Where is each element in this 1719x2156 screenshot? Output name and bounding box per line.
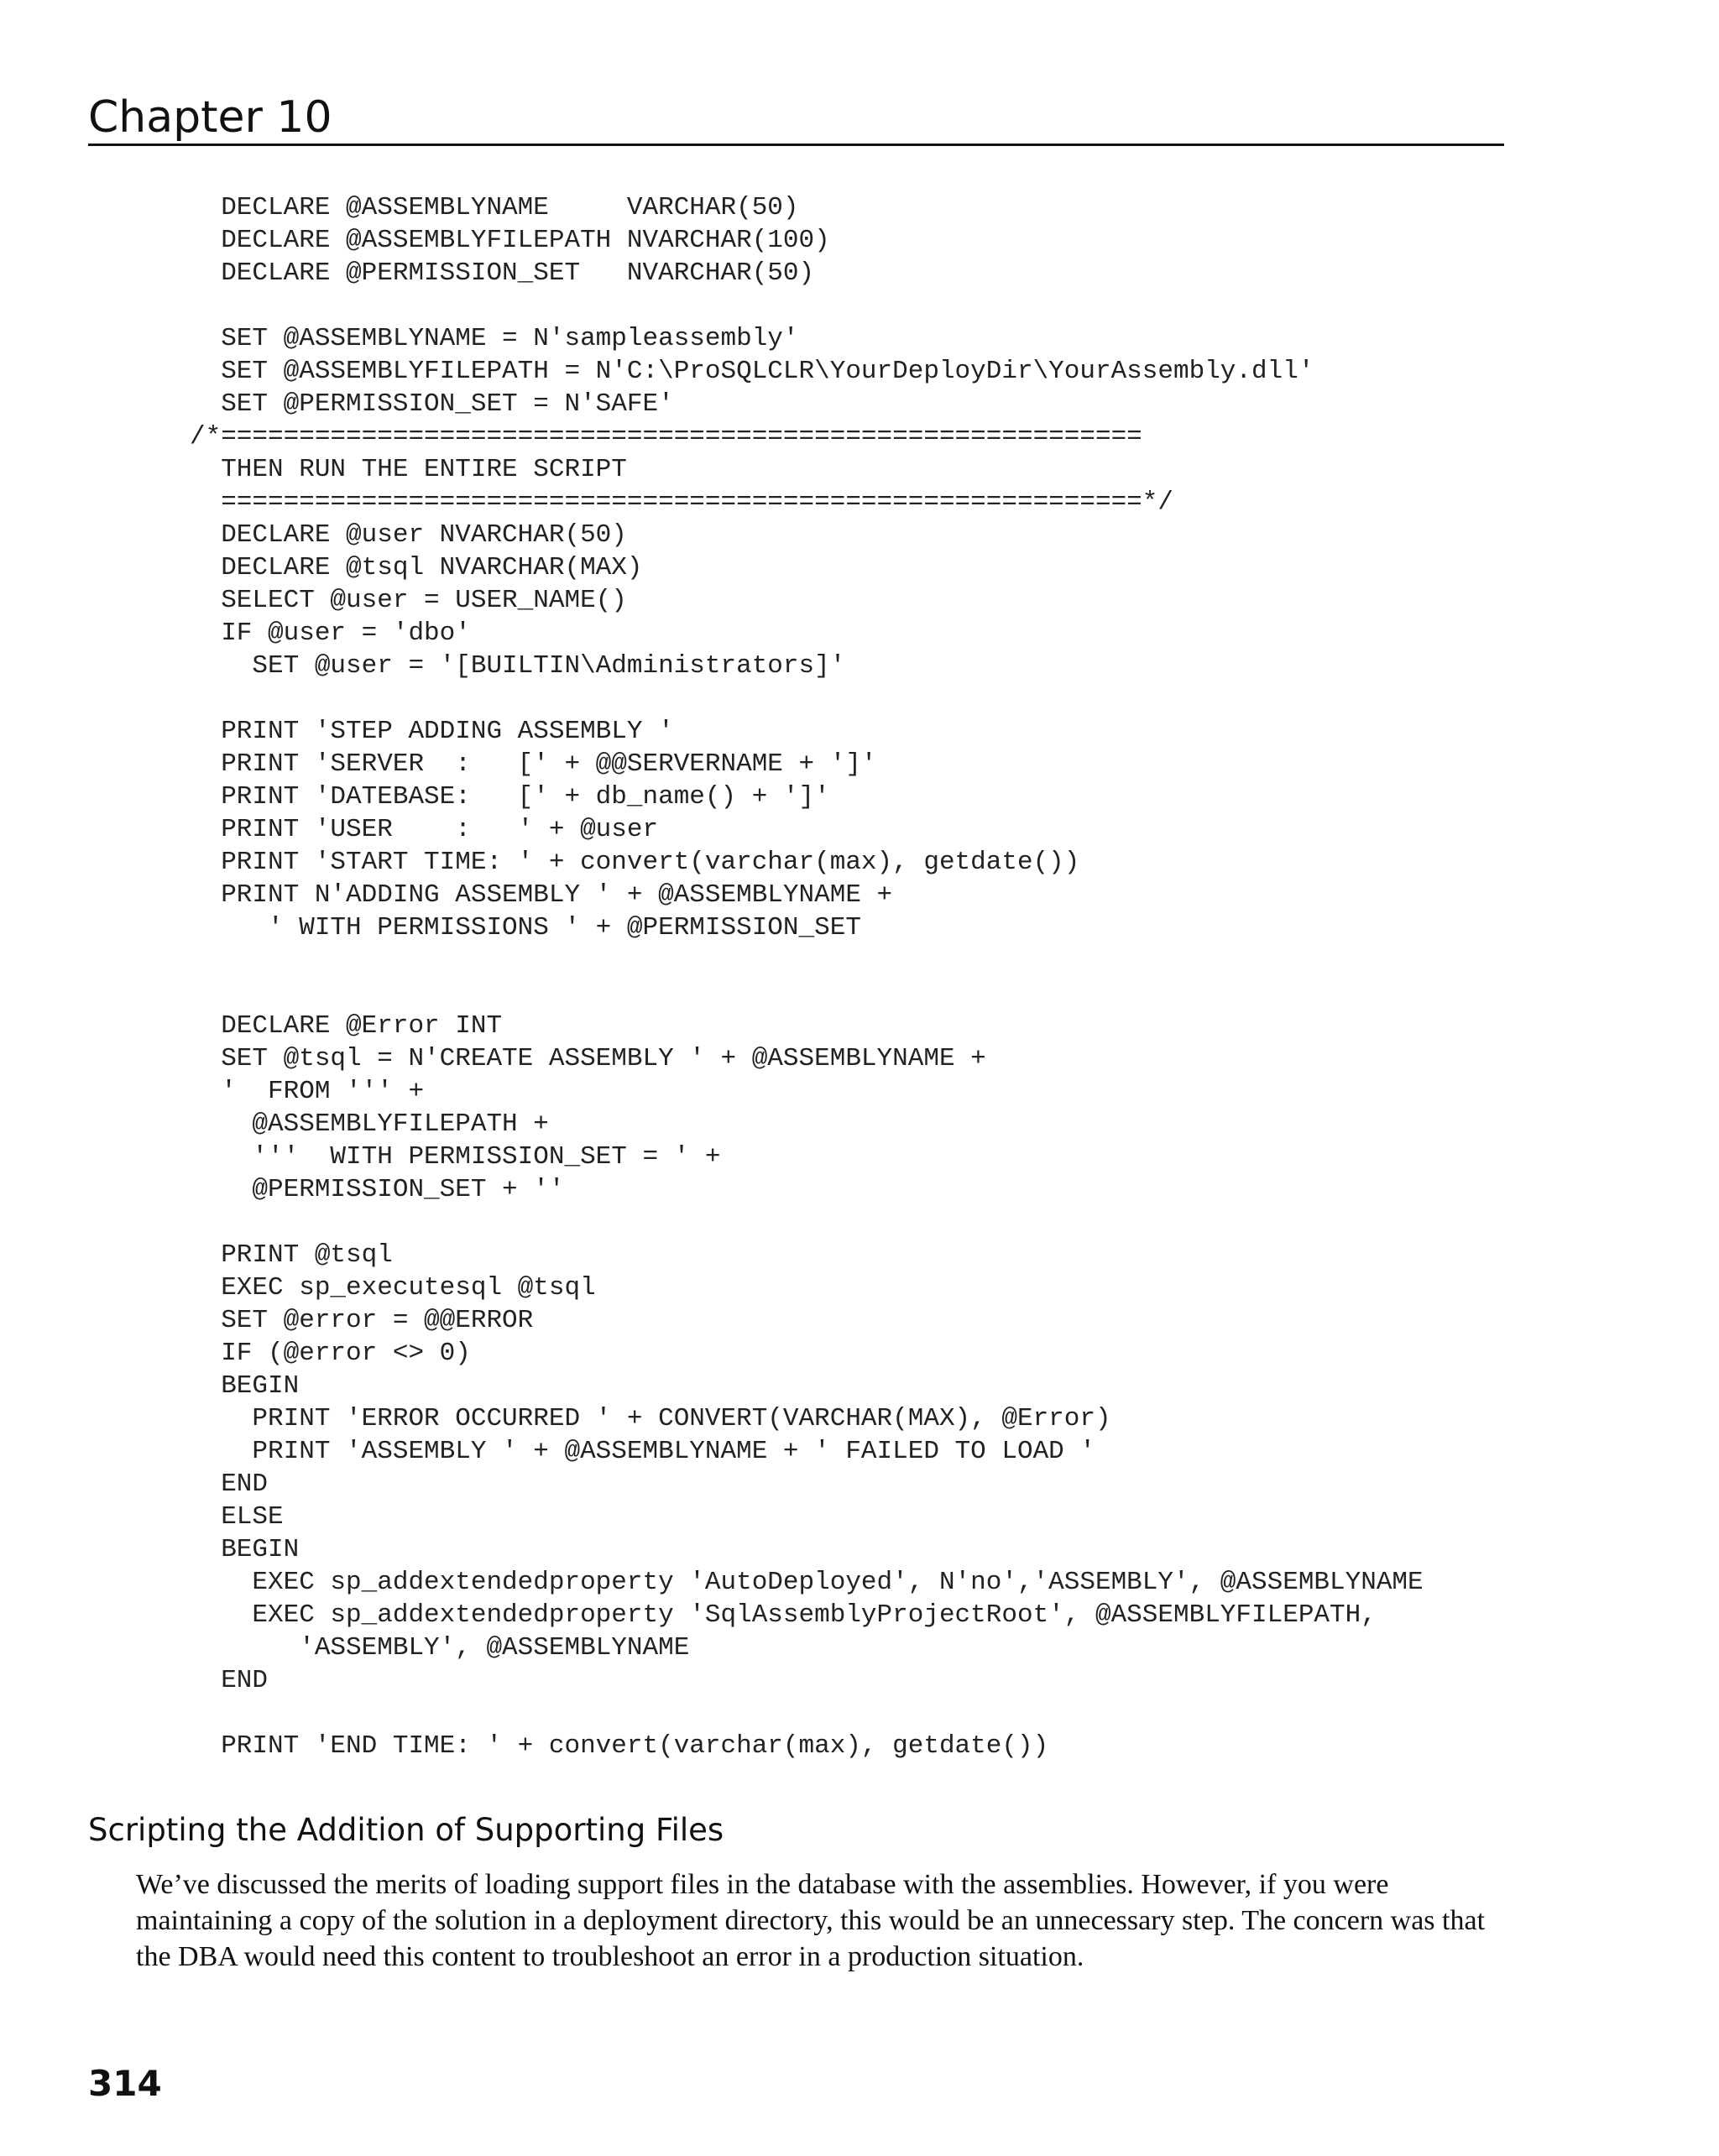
code-line: EXEC sp_addextendedproperty 'SqlAssemblyProjectRoot', @ASSEMBLYFILEPATH, bbox=[190, 1600, 1377, 1630]
code-line: PRINT 'END TIME: ' + convert(varchar(max), getdate()) bbox=[190, 1731, 1049, 1761]
code-line: THEN RUN THE ENTIRE SCRIPT bbox=[190, 455, 627, 484]
code-line: PRINT N'ADDING ASSEMBLY ' + @ASSEMBLYNAME + bbox=[190, 880, 893, 910]
code-line: PRINT 'SERVER : [' + @@SERVERNAME + ']' bbox=[190, 749, 877, 779]
code-line: PRINT 'STEP ADDING ASSEMBLY ' bbox=[190, 717, 674, 746]
code-line: DECLARE @Error INT bbox=[190, 1011, 503, 1041]
code-line bbox=[190, 1697, 1424, 1730]
code-line: PRINT @tsql bbox=[190, 1240, 393, 1270]
code-line: ===========================================================*/ bbox=[190, 488, 1173, 517]
chapter-title: Chapter 10 bbox=[88, 92, 332, 143]
code-line: SET @ASSEMBLYFILEPATH = N'C:\ProSQLCLR\YourDeployDir\YourAssembly.dll' bbox=[190, 357, 1314, 386]
code-line: DECLARE @ASSEMBLYNAME VARCHAR(50) bbox=[190, 193, 799, 222]
code-line: DECLARE @user NVARCHAR(50) bbox=[190, 520, 627, 550]
code-line: PRINT 'DATEBASE: [' + db_name() + ']' bbox=[190, 782, 830, 812]
body-paragraph: We’ve discussed the merits of loading support files in the database with the assemblies. However, if you were maintaining a copy of the solution in a deployment directory, this would be an unnecessary step. The concern was that the DBA would need this content to troubleshoot an error in a production situation. bbox=[136, 1869, 1486, 1972]
page-number: 314 bbox=[88, 2063, 162, 2104]
code-line bbox=[190, 944, 1424, 977]
code-line: DECLARE @ASSEMBLYFILEPATH NVARCHAR(100) bbox=[190, 226, 830, 255]
section-heading: Scripting the Addition of Supporting Files bbox=[88, 1812, 724, 1848]
code-line bbox=[190, 977, 1424, 1010]
code-line: DECLARE @tsql NVARCHAR(MAX) bbox=[190, 553, 643, 582]
code-line: PRINT 'ERROR OCCURRED ' + CONVERT(VARCHAR(MAX), @Error) bbox=[190, 1404, 1111, 1433]
code-listing bbox=[190, 191, 1424, 1762]
code-line: END bbox=[190, 1470, 269, 1499]
code-line: PRINT 'ASSEMBLY ' + @ASSEMBLYNAME + ' FAILED TO LOAD ' bbox=[190, 1437, 1095, 1466]
code-line: SET @error = @@ERROR bbox=[190, 1306, 534, 1335]
code-line: @PERMISSION_SET + '' bbox=[190, 1175, 565, 1204]
code-line: SELECT @user = USER_NAME() bbox=[190, 586, 627, 615]
code-line: ''' WITH PERMISSION_SET = ' + bbox=[190, 1142, 721, 1172]
code-line: SET @tsql = N'CREATE ASSEMBLY ' + @ASSEMBLYNAME + bbox=[190, 1044, 986, 1073]
code-line: BEGIN bbox=[190, 1535, 300, 1564]
code-line: SET @PERMISSION_SET = N'SAFE' bbox=[190, 389, 674, 419]
code-line bbox=[190, 290, 1424, 322]
code-line: SET @ASSEMBLYNAME = N'sampleassembly' bbox=[190, 324, 799, 353]
code-line: @ASSEMBLYFILEPATH + bbox=[190, 1109, 549, 1139]
code-line: EXEC sp_addextendedproperty 'AutoDeployed', N'no','ASSEMBLY', @ASSEMBLYNAME bbox=[190, 1568, 1424, 1597]
code-line: IF @user = 'dbo' bbox=[190, 619, 471, 648]
code-line: PRINT 'START TIME: ' + convert(varchar(max), getdate()) bbox=[190, 848, 1080, 877]
code-line: 'ASSEMBLY', @ASSEMBLYNAME bbox=[190, 1633, 690, 1663]
code-line: PRINT 'USER : ' + @user bbox=[190, 815, 659, 844]
header-rule bbox=[88, 144, 1504, 146]
code-line bbox=[190, 1206, 1424, 1239]
code-line: IF (@error <> 0) bbox=[190, 1339, 471, 1368]
code-line: END bbox=[190, 1666, 269, 1695]
code-line: SET @user = '[BUILTIN\Administrators]' bbox=[190, 651, 846, 681]
code-line: /*=========================================================== bbox=[190, 422, 1142, 452]
code-line: DECLARE @PERMISSION_SET NVARCHAR(50) bbox=[190, 258, 815, 288]
code-line: EXEC sp_executesql @tsql bbox=[190, 1273, 596, 1302]
code-line: ' WITH PERMISSIONS ' + @PERMISSION_SET bbox=[190, 913, 861, 942]
code-line: ' FROM ''' + bbox=[190, 1077, 425, 1106]
code-line: BEGIN bbox=[190, 1371, 300, 1401]
code-line: ELSE bbox=[190, 1502, 284, 1532]
code-line bbox=[190, 682, 1424, 715]
